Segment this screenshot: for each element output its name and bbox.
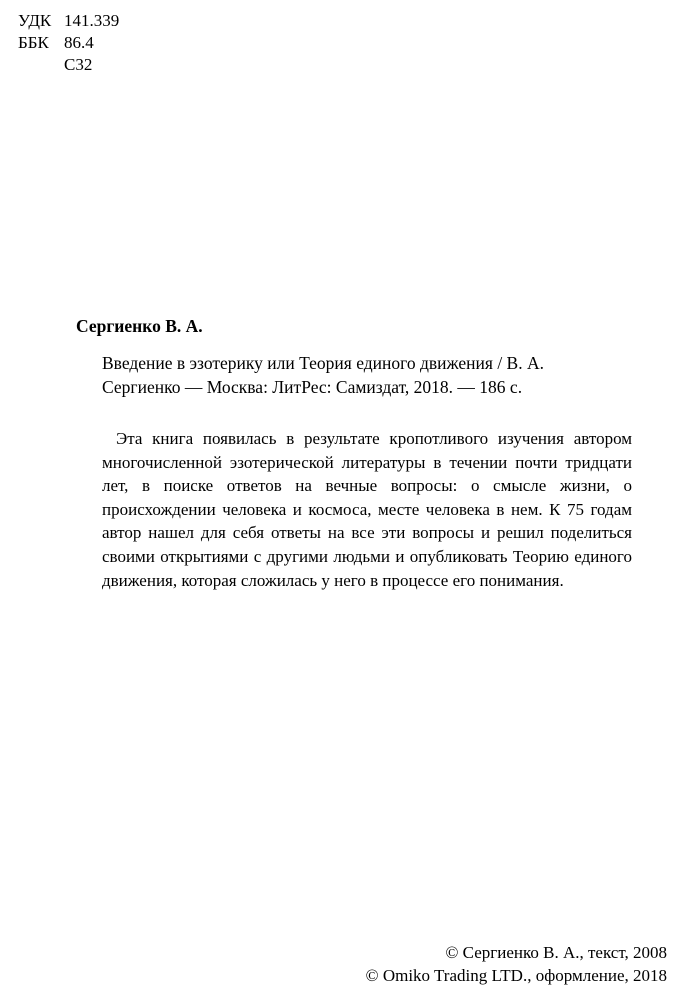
copyright-design-line: © Omiko Trading LTD., оформление, 2018	[365, 966, 667, 985]
author-heading: Сергиенко В. А.	[76, 316, 203, 336]
bibliographic-line-1: Введение в эзотерику или Теория единого движения / В. А.	[102, 353, 544, 373]
copyright-text-line: © Сергиенко В. А., текст, 2008	[445, 943, 667, 962]
bbk-row	[18, 32, 119, 54]
annotation-paragraph: Эта книга появилась в результате кропотливого изучения автором многочисленной эзотерической литературы в течении почти тридцати лет, в поиске ответов на вечные вопросы: о смысле жизни, о происхождении человека и космоса, месте человека в нем. К 75 годам автор нашел для себя ответы на все эти вопросы и решил поделиться своими открытиями с другими людьми и опубликовать Теорию единого движения, которая сложилась у него в процессе его понимания.	[102, 429, 632, 590]
udk-value: 141.339	[64, 11, 120, 30]
classification-block	[18, 10, 119, 76]
bibliographic-description	[102, 351, 572, 399]
copyright-block	[366, 941, 667, 987]
author-mark-row	[18, 54, 119, 76]
bbk-label: ББК	[18, 33, 49, 52]
bbk-value: 86.4	[64, 33, 94, 52]
udk-row	[18, 10, 119, 32]
udk-label: УДК	[18, 11, 52, 30]
author-mark-value: С32	[64, 55, 93, 74]
bibliographic-line-2: Сергиенко — Москва: ЛитРес: Самиздат, 2018. — 186 с.	[102, 377, 523, 397]
author-mark-label	[18, 54, 64, 76]
